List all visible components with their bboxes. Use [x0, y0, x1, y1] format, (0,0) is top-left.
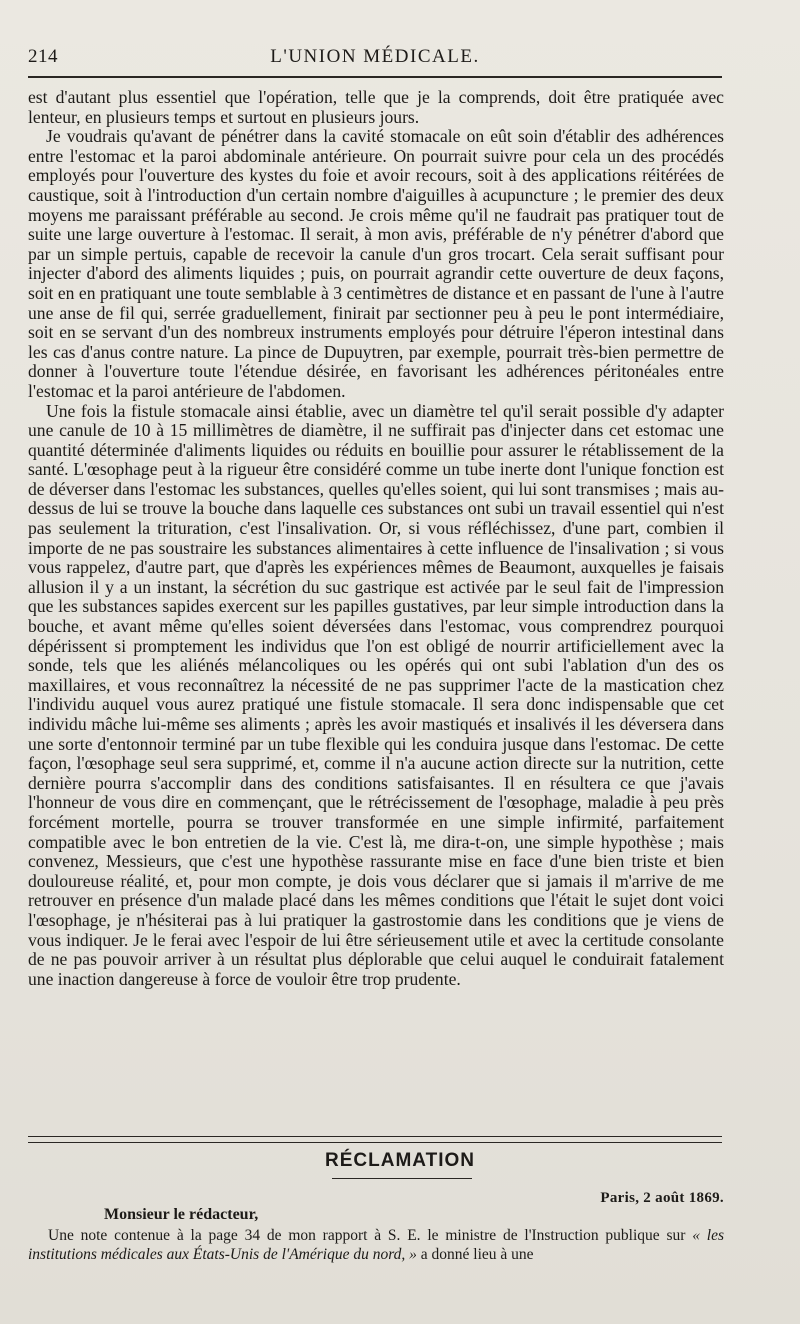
letter-italic-title: « les institutions médicales aux États-Unis de l'Amérique du nord, »: [28, 1227, 725, 1263]
letter-text-start: Une note contenue à la page 34 de mon rapport à S. E. le ministre de l'Instruction publique sur: [48, 1227, 693, 1244]
section-divider: [28, 1136, 722, 1143]
paragraph-procedure: Je voudrais qu'avant de pénétrer dans la cavité stomacale on eût soin d'établir des adhérences entre l'estomac et la paroi abdominale antérieure. On pourrait suivre pour cela un des procédés employés pour l'ouverture des kystes du foie et avoir recours, soit à des applications réitérées de caustique, soit à l'introduction d'un certain nombre d'aiguilles à acupuncture ; le premier des deux moyens me paraissant préférable au second. Je crois même qu'il ne faudrait pas pratiquer tout de suite une large ouverture à l'estomac. Il serait, à mon avis, préférable de n'y pénétrer d'abord que par un simple pertuis, capable de recevoir la canule d'un gros trocart. Cela serait suffisant pour injecter d'abord des aliments liquides ; puis, on pourrait agrandir cette ouverture de deux façons, soit en en pratiquant une toute semblable à 3 centimètres de distance et en passant de l'une à l'autre une anse de fil qui, serrée graduellement, finirait par sectionner peu à peu le pont intermédiaire, soit en se servant d'un des nombreux instruments employés pour détruire l'éperon intestinal dans les cas d'anus contre nature. La pince de Dupuytren, par exemple, pourrait très-bien permettre de donner à l'ouverture toute l'étendue désirée, en favorisant les adhérences péritonéales entre l'estomac et la paroi antérieure de l'abdomen.: [28, 126, 724, 401]
header-rule: [28, 76, 722, 78]
running-header: [28, 44, 722, 74]
paragraph-continuation: est d'autant plus essentiel que l'opération, telle que je la comprends, doit être pratiquée avec lenteur, en plusieurs temps et surtout en plusieurs jours.: [28, 87, 724, 127]
letter-text-end: a donné lieu à une: [416, 1246, 534, 1263]
page-number: 214: [28, 46, 58, 67]
paragraph-fistula: Une fois la fistule stomacale ainsi établie, avec un diamètre tel qu'il serait possible d'y adapter une canule de 10 à 15 millimètres de diamètre, il ne suffirait pas d'injecter dans cet estomac une quantité déterminée d'aliments liquides ou réduits en bouillie pour assurer le rétablissement de la santé. L'œsophage peut à la rigueur être considéré comme un tube inerte dont l'unique fonction est de déverser dans l'estomac les substances, quelles qu'elles soient, qui lui sont transmises ; mais au-dessus de lui se trouve la bouche dans laquelle ces substances ont subi un travail essentiel qui n'est pas seulement la trituration, c'est l'insalivation. Or, si vous réfléchissez, d'une part, combien il importe de ne pas soustraire les substances alimentaires à cette influence de l'insalivation ; si vous vous rappelez, d'autre part, que d'après les expériences mêmes de Beaumont, auxquelles je faisais allusion il y a un instant, la sécrétion du suc gastrique est activée par le seul fait de l'impression que les substances sapides exercent sur les papilles gustatives, par leur simple introduction dans la bouche, et avant même qu'elles soient déversées dans l'estomac, vous comprendrez pourquoi dépérissent si promptement les individus que l'on est obligé de nourrir artificiellement avec la sonde, tels que les aliénés mélancoliques ou les opérés qui ont subi l'ablation d'un des os maxillaires, et vous reconnaîtrez la nécessité de ne pas supprimer l'acte de la mastication chez l'individu auquel vous aurez pratiqué une fistule stomacale. Il sera donc indispensable que cet individu mâche lui-même ses aliments ; après les avoir mastiqués et insalivés il les déversera dans une sorte d'entonnoir terminé par un tube flexible qui les conduira jusque dans l'estomac. De cette façon, l'œsophage seul sera supprimé, et, comme il n'a aucune action directe sur la nutrition, cette dernière pourra s'accomplir dans des conditions satisfaisantes. Il en résultera ce que j'avais l'honneur de vous dire en commençant, que le rétrécissement de l'œsophage, maladie à peu près forcément mortelle, pourra se trouver transformée en une simple infirmité, parfaitement compatible avec le bon entretien de la vie. C'est là, me dira-t-on, une simple hypothèse ; mais convenez, Messieurs, que c'est une hypothèse rassurante mise en face d'une bien triste et bien douloureuse réalité, et, pour mon compte, je dois vous déclarer que si jamais il m'arrive de me retrouver en présence d'un malade placé dans les mêmes conditions que l'était le sujet dont voici l'œsophage, je n'hésiterai pas à lui pratiquer la gastrostomie dans les conditions que je viens de vous indiquer. Je le ferai avec l'espoir de lui être sérieusement utile et avec la certitude consolante de ne pas pouvoir arriver à un résultat plus déplorable que celui auquel le conduirait fatalement une inaction dangereuse à force de vouloir être trop prudente.: [28, 400, 724, 989]
reclamation-heading: RÉCLAMATION: [325, 1150, 475, 1171]
article-body: [28, 88, 724, 989]
journal-title: L'UNION MÉDICALE.: [270, 46, 480, 67]
letter-dateline: Paris, 2 août 1869.: [600, 1190, 724, 1206]
heading-underline: [332, 1178, 472, 1179]
letter-body: [28, 1226, 724, 1264]
letter-salutation: Monsieur le rédacteur,: [104, 1206, 259, 1223]
